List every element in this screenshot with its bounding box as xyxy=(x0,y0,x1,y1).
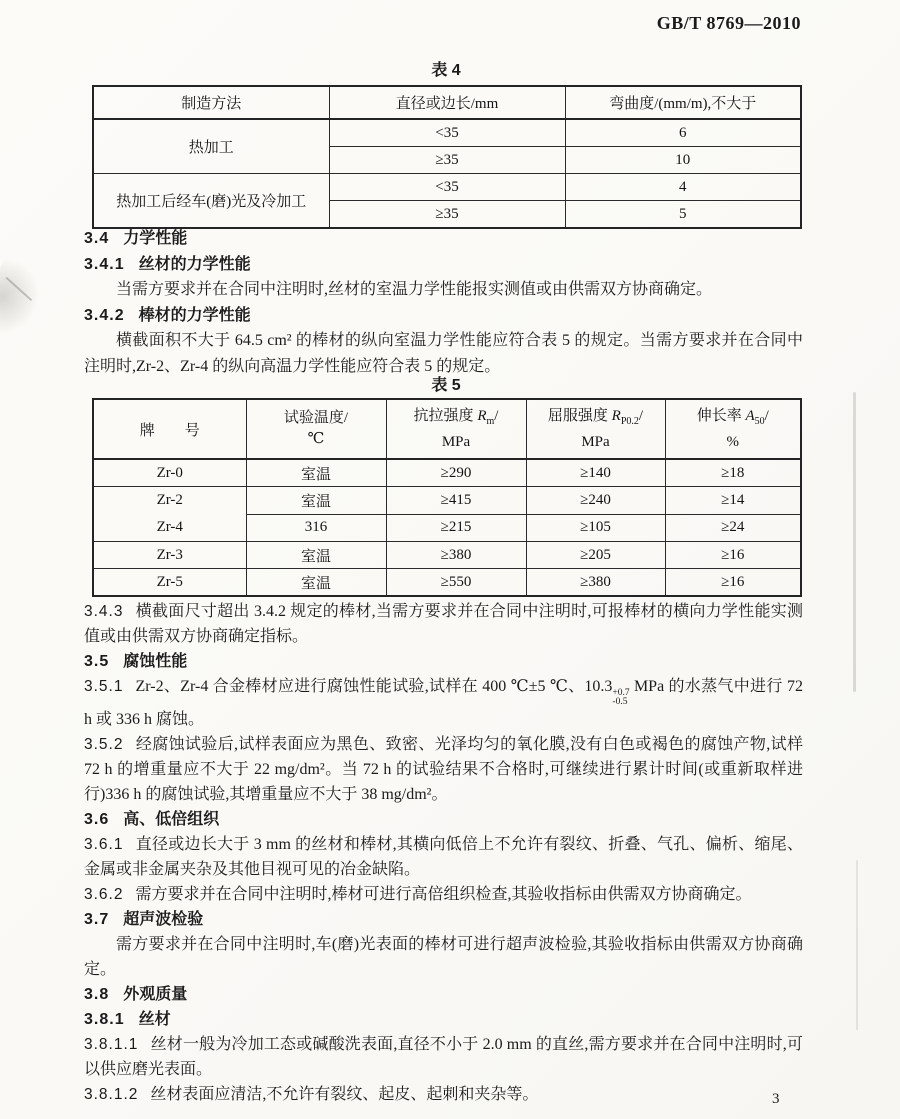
table-cell: ≥290 xyxy=(386,459,526,487)
section-heading-3-4-2 xyxy=(84,303,803,329)
clause-3-6-2 xyxy=(84,882,803,907)
table-cell: ≥14 xyxy=(665,487,801,515)
table-cell: ≥18 xyxy=(665,459,801,487)
clause-number: 3.6.1 xyxy=(84,836,124,853)
clause-number: 3.4.3 xyxy=(84,603,124,620)
table5-header-yield xyxy=(526,399,665,459)
text-block-1 xyxy=(84,226,803,379)
table-row xyxy=(93,119,801,147)
clause-number: 3.8.1 xyxy=(84,1011,125,1028)
clause-number: 3.5 xyxy=(84,653,110,670)
table-cell: ≥140 xyxy=(526,459,665,487)
grade-cell-merged xyxy=(93,487,246,542)
tolerance-upper: +0.7 xyxy=(612,688,630,698)
table-cell: 10 xyxy=(565,147,801,174)
clause-number: 3.5.2 xyxy=(84,736,124,753)
clause-title: 丝材 xyxy=(138,1011,171,1028)
clause-text: 丝材一般为冷加工态或碱酸洗表面,直径不小于 2.0 mm 的直丝,需方要求并在合同中注明时,可以供应磨光表面。 xyxy=(84,1036,803,1078)
clause-3-8-1-2 xyxy=(84,1082,803,1107)
header-unit: MPa xyxy=(441,433,471,450)
clause-text: Zr-2、Zr-4 合金棒材应进行腐蚀性能试验,试样在 400 ℃±5 ℃、10.3 xyxy=(135,678,613,695)
scan-streak-artifact xyxy=(853,392,856,692)
clause-number: 3.6.2 xyxy=(84,886,124,903)
scan-streak-artifact xyxy=(856,860,858,1030)
table-cell: <35 xyxy=(329,174,565,201)
symbol-subscript: m xyxy=(486,415,495,427)
table-cell: ≥105 xyxy=(526,514,665,542)
clause-text: 横截面尺寸超出 3.4.2 规定的棒材,当需方要求并在合同中注明时,可报棒材的横向力学性能实测值或由供需双方协商确定指标。 xyxy=(84,603,803,645)
table-cell: ≥35 xyxy=(329,147,565,174)
clause-3-5-1 xyxy=(84,674,803,732)
standard-number: GB/T 8769—2010 xyxy=(656,13,801,33)
table4-header-bend: 弯曲度/(mm/m),不大于 xyxy=(565,86,801,119)
table4-method-machined: 热加工后经车(磨)光及冷加工 xyxy=(93,174,329,229)
grade-label: Zr-2 xyxy=(156,492,183,508)
table-cell: ≥24 xyxy=(665,514,801,542)
clause-number: 3.4 xyxy=(84,230,110,247)
grade-cell: Zr-5 xyxy=(93,569,246,597)
header-unit: ℃ xyxy=(307,431,325,447)
table5-header-row xyxy=(93,399,801,459)
clause-title: 超声波检验 xyxy=(123,911,204,928)
clause-3-8-1-1 xyxy=(84,1032,803,1082)
paragraph-3-4-1: 当需方要求并在合同中注明时,丝材的室温力学性能报实测值或由供需双方协商确定。 xyxy=(116,281,713,298)
table-cell: 室温 xyxy=(246,569,386,597)
clause-number: 3.8 xyxy=(84,986,110,1003)
header-line: 屈服强度 $R_{P0.2}/$ xyxy=(547,407,644,427)
table-cell: 4 xyxy=(565,174,801,201)
symbol-R: R xyxy=(611,407,621,424)
grade-cell: Zr-0 xyxy=(93,459,246,487)
table-row xyxy=(93,487,801,515)
table-cell: 室温 xyxy=(246,487,386,515)
clause-title: 腐蚀性能 xyxy=(123,653,188,670)
header-line: 试验温度/ xyxy=(283,410,349,426)
table-cell: 316 xyxy=(246,514,386,542)
table-cell: 室温 xyxy=(246,459,386,487)
table4-header-method: 制造方法 xyxy=(93,86,329,119)
header-line: 抗拉强度 $R_m/$ xyxy=(413,407,499,427)
clause-text: 丝材表面应清洁,不允许有裂纹、起皮、起刺和夹杂等。 xyxy=(150,1086,539,1103)
grade-cell: Zr-3 xyxy=(93,542,246,569)
table-row xyxy=(93,542,801,569)
header-unit: MPa xyxy=(581,433,610,450)
section-heading-3-7 xyxy=(84,907,803,932)
tolerance-lower: -0.5 xyxy=(612,697,628,707)
tolerance-stack xyxy=(612,689,629,707)
symbol-subscript: 50 xyxy=(754,415,765,427)
clause-title: 丝材的力学性能 xyxy=(138,255,251,273)
table4-header-row xyxy=(93,86,801,119)
clause-number: 3.7 xyxy=(84,911,110,928)
table-cell: ≥35 xyxy=(329,201,565,229)
section-heading-3-6 xyxy=(84,807,803,832)
clause-text: 经腐蚀试验后,试样表面应为黑色、致密、光泽均匀的氧化膜,没有白色或褐色的腐蚀产物,试样 72 h 的增重量应不大于 22 mg/dm²。当 72 h 的试验结果不合格时,可继续进行累计时间(或重新取样进行)336 h 的腐蚀试验,其增重量应不大于 38 mg/dm²。 xyxy=(84,736,803,803)
table-cell: ≥16 xyxy=(665,569,801,597)
clause-text: MPa 的水蒸气中进行 72 h 或 336 h 腐蚀。 xyxy=(84,678,803,728)
clause-title: 外观质量 xyxy=(123,986,188,1003)
table-cell: ≥215 xyxy=(386,514,526,542)
table5-title: 表 5 xyxy=(431,377,461,394)
clause-text: 直径或边长大于 3 mm 的丝材和棒材,其横向低倍上不允许有裂纹、折叠、气孔、偏析、缩尾、金属或非金属夹杂及其他目视可见的冶金缺陷。 xyxy=(84,836,803,878)
grade-label: Zr-4 xyxy=(156,519,183,535)
text-block-2 xyxy=(84,599,803,1107)
clause-title: 高、低倍组织 xyxy=(123,811,220,828)
table5-header-tensile xyxy=(386,399,526,459)
page-number: 3 xyxy=(772,1091,780,1107)
section-heading-3-4-1 xyxy=(84,252,803,278)
clause-number: 3.4.2 xyxy=(84,306,125,324)
header-unit: % xyxy=(726,433,739,450)
section-heading-3-8 xyxy=(84,982,803,1007)
table-cell: <35 xyxy=(329,119,565,147)
clause-title: 力学性能 xyxy=(123,230,188,247)
table-cell: ≥550 xyxy=(386,569,526,597)
clause-number: 3.8.1.1 xyxy=(84,1036,139,1053)
table5-header-temperature xyxy=(246,399,386,459)
section-heading-3-4 xyxy=(84,226,803,252)
clause-number: 3.4.1 xyxy=(84,255,125,273)
table-cell: 5 xyxy=(565,201,801,229)
table-row xyxy=(93,174,801,201)
symbol-subscript: P0.2 xyxy=(620,415,639,427)
paragraph-3-7: 需方要求并在合同中注明时,车(磨)光表面的棒材可进行超声波检验,其验收指标由供需双方协商确定。 xyxy=(84,936,803,978)
table-row xyxy=(93,459,801,487)
clause-text: 需方要求并在合同中注明时,棒材可进行高倍组织检查,其验收指标由供需双方协商确定。 xyxy=(135,886,752,903)
table-cell: ≥205 xyxy=(526,542,665,569)
section-heading-3-5 xyxy=(84,649,803,674)
scan-smudge-artifact xyxy=(0,254,53,347)
clause-title: 棒材的力学性能 xyxy=(138,306,251,324)
table4 xyxy=(92,85,802,229)
scan-scratch-artifact xyxy=(6,277,32,301)
table-cell: ≥16 xyxy=(665,542,801,569)
table-cell: ≥415 xyxy=(386,487,526,515)
clause-3-5-2 xyxy=(84,732,803,807)
table4-method-hot: 热加工 xyxy=(93,119,329,174)
table-cell: 6 xyxy=(565,119,801,147)
table5-header-elongation xyxy=(665,399,801,459)
table4-header-size: 直径或边长/mm xyxy=(329,86,565,119)
header-line: 伸长率 $A_{50}/$ xyxy=(696,407,769,427)
paragraph-3-4-2: 横截面积不大于 64.5 cm² 的棒材的纵向室温力学性能应符合表 5 的规定。当需方要求并在合同中注明时,Zr-2、Zr-4 的纵向高温力学性能应符合表 5 的规定。 xyxy=(84,332,803,375)
clause-3-4-3 xyxy=(84,599,803,649)
table-cell: ≥380 xyxy=(386,542,526,569)
clause-number: 3.8.1.2 xyxy=(84,1086,139,1103)
clause-number: 3.5.1 xyxy=(84,678,124,695)
symbol-R: R xyxy=(477,407,487,424)
table-cell: ≥240 xyxy=(526,487,665,515)
table-cell: ≥380 xyxy=(526,569,665,597)
clause-3-6-1 xyxy=(84,832,803,882)
table5-header-grade: 牌 号 xyxy=(93,399,246,459)
table5 xyxy=(92,398,802,597)
clause-number: 3.6 xyxy=(84,811,110,828)
section-heading-3-8-1 xyxy=(84,1007,803,1032)
symbol-A: A xyxy=(745,407,755,424)
table-cell: 室温 xyxy=(246,542,386,569)
table4-title: 表 4 xyxy=(431,62,461,79)
table-row xyxy=(93,569,801,597)
